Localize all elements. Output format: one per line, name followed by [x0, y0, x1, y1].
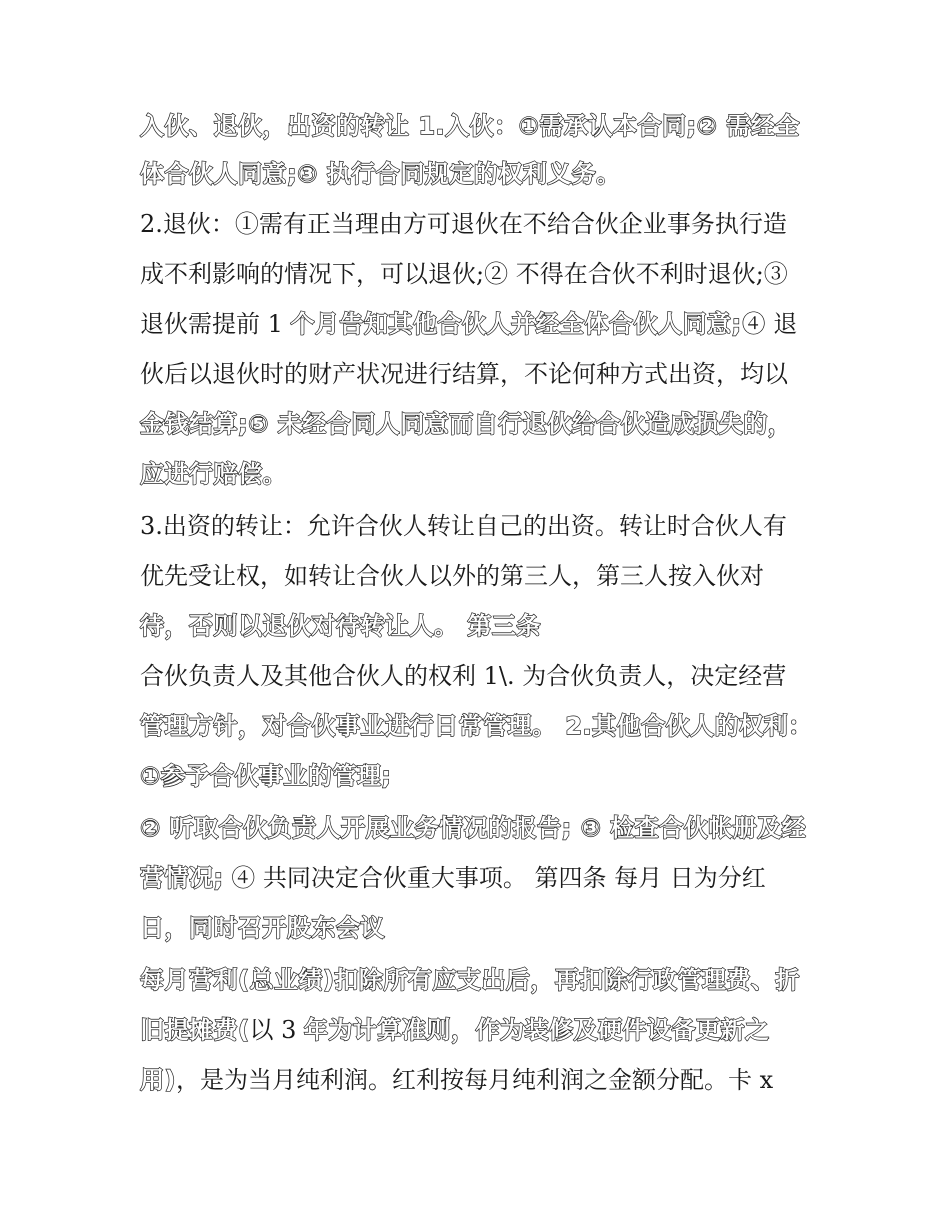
outlined-text-run: 旧提摊费(: [140, 1016, 250, 1044]
text-line: [140, 352, 788, 396]
text-line: [140, 152, 621, 196]
outlined-text-run: ② 听取合伙负责人开展业务情况的报告; ③ 检查合伙帐册及经: [140, 814, 807, 842]
outlined-text-run: 营情况;: [140, 864, 224, 892]
outlined-text-run: 日，同时召开股东会议: [140, 914, 385, 942]
outlined-text-run: ①参予合伙事业的管理;: [140, 762, 392, 790]
text-line: [140, 554, 764, 598]
text-line: [140, 452, 287, 496]
text-line: [140, 604, 541, 648]
text-run: 以 3: [249, 1016, 304, 1044]
text-run: ④ 共同决定合伙重大事项。 第四条 每月 日为分红: [223, 864, 766, 892]
text-run: 3.出资的转让：允许合伙人转让自己的出资。转让时合伙人有: [140, 512, 787, 540]
text-line: [140, 654, 786, 698]
outlined-text-run: 入伙、退伙，出资的转让 1.入伙：①需承认本合同;② 需经全: [140, 112, 800, 140]
text-run: ④ 退: [741, 310, 798, 338]
text-line: [140, 402, 792, 446]
outlined-text-run: 每月营利(总业绩)扣除所有应支出后，再扣除行政管理费、折: [140, 966, 800, 994]
outlined-text-run: 年为计算准则，作为装修及硬件设备更新之: [304, 1016, 770, 1044]
text-run: 成不利影响的情况下，可以退伙;② 不得在合伙不利时退伙;③: [140, 260, 788, 288]
text-run: 2.退伙：①需有正当理由方可退伙在不给合伙企业事务执行造: [140, 210, 787, 238]
text-run: 优先受让权，如转让合伙人以外的第三人，第三人按入伙对: [140, 562, 764, 590]
text-line: [140, 754, 391, 798]
outlined-text-run: 体合伙人同意;③ 执行合同规定的权利义务。: [140, 160, 621, 188]
outlined-text-run: 待，否则以退伙对待转让人。 第三条: [140, 612, 541, 640]
text-run: 伙后以退伙时的财产状况进行结算，不论何种方式出资，均以: [140, 360, 788, 388]
text-line: [140, 1058, 773, 1102]
text-line: [140, 202, 787, 246]
text-line: [140, 856, 766, 900]
text-line: [140, 1008, 770, 1052]
text-line: [140, 302, 797, 346]
text-run: 退伙需提前 1: [140, 310, 291, 338]
text-line: [140, 958, 800, 1002]
text-run: ，是为当月纯利润。红利按每月纯利润之金额分配。卡 x: [175, 1066, 774, 1094]
outlined-text-run: 应进行赔偿。: [140, 460, 287, 488]
text-line: [140, 806, 806, 850]
outlined-text-run: 管理方针，对合伙事业进行日常管理。 2.其他合伙人的权利：: [140, 712, 813, 740]
text-line: [140, 252, 788, 296]
text-run: 合伙负责人及其他合伙人的权利 1\. 为合伙负责人，决定经营: [140, 662, 787, 690]
outlined-text-run: 用): [140, 1066, 176, 1094]
text-line: [140, 504, 787, 548]
outlined-text-run: 金钱结算;⑤ 未经合同人同意而自行退伙给合伙造成损失的，: [140, 410, 793, 438]
outlined-text-run: 个月告知其他合伙人并经全体合伙人同意;: [290, 310, 742, 338]
text-line: [140, 906, 385, 950]
text-line: [140, 104, 800, 148]
text-line: [140, 704, 813, 748]
